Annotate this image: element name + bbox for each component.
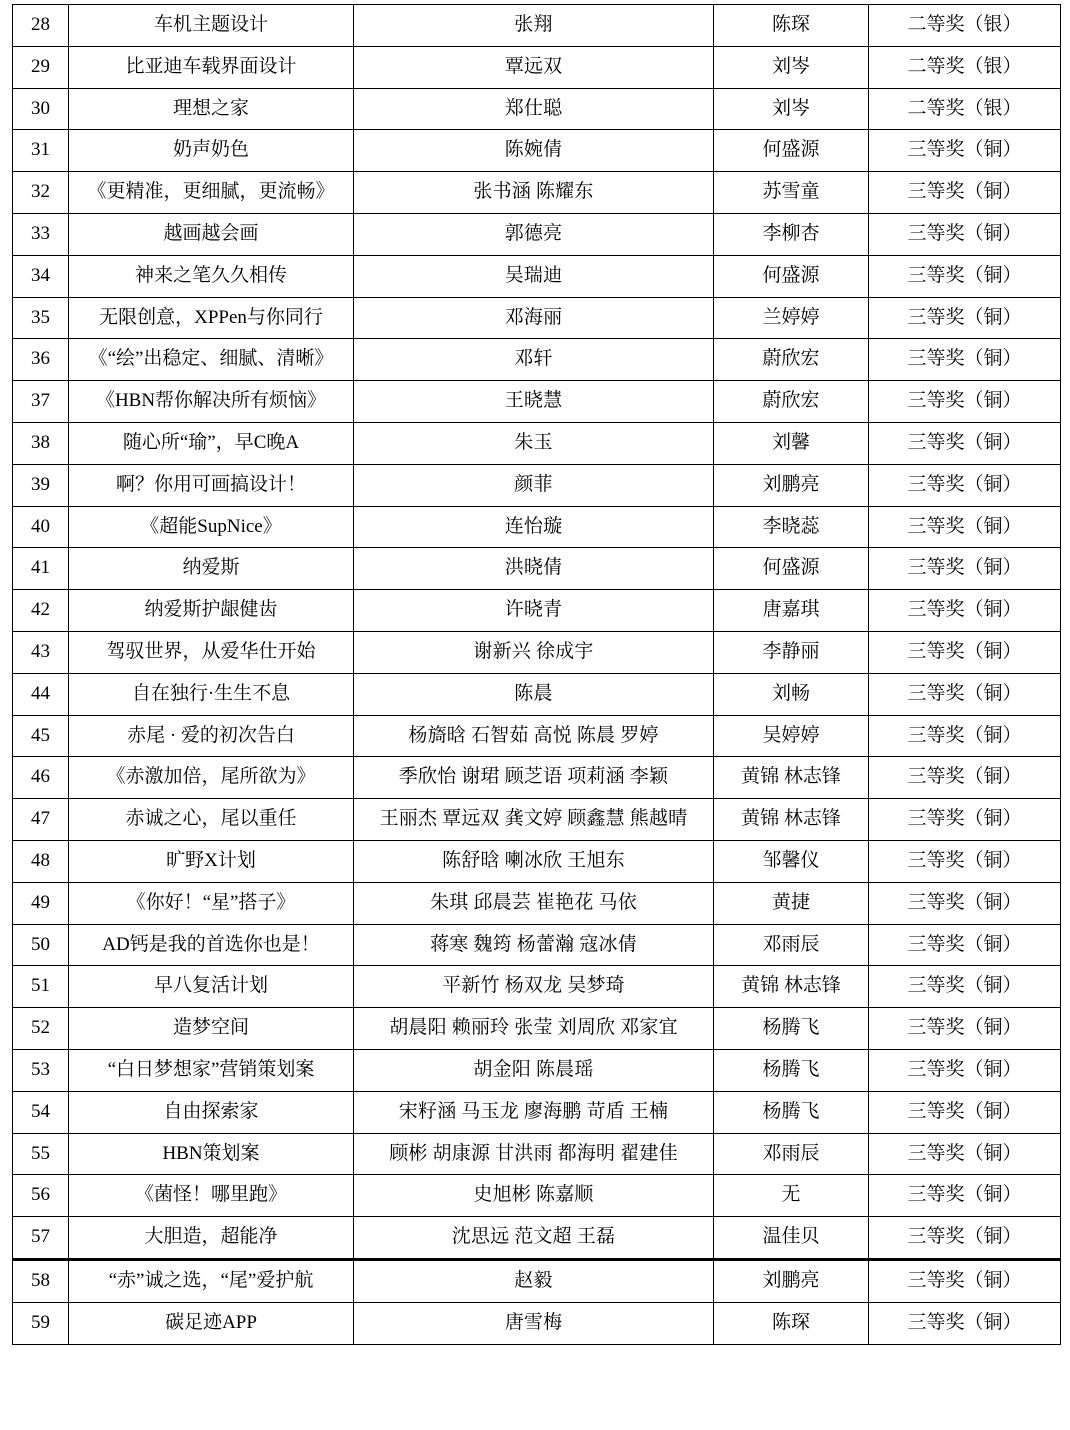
advisor-name: 杨腾飞 <box>714 1091 869 1133</box>
advisor-name: 温佳贝 <box>714 1217 869 1260</box>
author-names: 张翔 <box>354 5 714 47</box>
row-index: 50 <box>13 924 69 966</box>
row-index: 45 <box>13 715 69 757</box>
row-index: 51 <box>13 966 69 1008</box>
row-index: 55 <box>13 1133 69 1175</box>
row-index: 38 <box>13 422 69 464</box>
award-level: 二等奖（银） <box>869 5 1061 47</box>
work-title: 啊？你用可画搞设计！ <box>69 464 354 506</box>
advisor-name: 刘岑 <box>714 46 869 88</box>
advisor-name: 刘鹏亮 <box>714 464 869 506</box>
author-names: 邓轩 <box>354 339 714 381</box>
advisor-name: 刘岑 <box>714 88 869 130</box>
author-names: 胡晨阳 赖丽玲 张莹 刘周欣 邓家宜 <box>354 1008 714 1050</box>
table-row <box>13 631 1061 673</box>
author-names: 沈思远 范文超 王磊 <box>354 1217 714 1260</box>
author-names: 吴瑞迪 <box>354 255 714 297</box>
author-names: 王晓慧 <box>354 381 714 423</box>
advisor-name: 黄锦 林志锋 <box>714 757 869 799</box>
table-row <box>13 1008 1061 1050</box>
work-title: 自在独行·生生不息 <box>69 673 354 715</box>
author-names: 季欣怡 谢珺 顾芝语 项莉涵 李颖 <box>354 757 714 799</box>
table-row <box>13 673 1061 715</box>
author-names: 朱玉 <box>354 422 714 464</box>
work-title: AD钙是我的首选你也是！ <box>69 924 354 966</box>
advisor-name: 杨腾飞 <box>714 1049 869 1091</box>
table-row <box>13 1133 1061 1175</box>
author-names: 胡金阳 陈晨瑶 <box>354 1049 714 1091</box>
work-title: 纳爱斯护龈健齿 <box>69 590 354 632</box>
row-index: 37 <box>13 381 69 423</box>
award-level: 三等奖（铜） <box>869 213 1061 255</box>
award-level: 三等奖（铜） <box>869 255 1061 297</box>
row-index: 54 <box>13 1091 69 1133</box>
work-title: HBN策划案 <box>69 1133 354 1175</box>
work-title: “赤”诚之选，“尾”爱护航 <box>69 1259 354 1302</box>
work-title: 《赤激加倍，尾所欲为》 <box>69 757 354 799</box>
author-names: 陈婉倩 <box>354 130 714 172</box>
advisor-name: 黄捷 <box>714 882 869 924</box>
award-level: 三等奖（铜） <box>869 130 1061 172</box>
row-index: 49 <box>13 882 69 924</box>
table-row <box>13 255 1061 297</box>
author-names: 张书涵 陈耀东 <box>354 172 714 214</box>
award-level: 三等奖（铜） <box>869 590 1061 632</box>
table-row <box>13 464 1061 506</box>
row-index: 32 <box>13 172 69 214</box>
advisor-name: 刘畅 <box>714 673 869 715</box>
work-title: 《更精准，更细腻，更流畅》 <box>69 172 354 214</box>
award-level: 三等奖（铜） <box>869 1259 1061 1302</box>
award-level: 三等奖（铜） <box>869 882 1061 924</box>
advisor-name: 邹馨仪 <box>714 840 869 882</box>
row-index: 47 <box>13 799 69 841</box>
award-level: 二等奖（银） <box>869 46 1061 88</box>
award-level: 三等奖（铜） <box>869 673 1061 715</box>
author-names: 史旭彬 陈嘉顺 <box>354 1175 714 1217</box>
table-row <box>13 1091 1061 1133</box>
row-index: 34 <box>13 255 69 297</box>
work-title: 早八复活计划 <box>69 966 354 1008</box>
award-level: 三等奖（铜） <box>869 631 1061 673</box>
work-title: 自由探索家 <box>69 1091 354 1133</box>
row-index: 42 <box>13 590 69 632</box>
table-row <box>13 88 1061 130</box>
row-index: 44 <box>13 673 69 715</box>
table-row <box>13 548 1061 590</box>
award-level: 三等奖（铜） <box>869 297 1061 339</box>
author-names: 王丽杰 覃远双 龚文婷 顾鑫慧 熊越晴 <box>354 799 714 841</box>
award-level: 三等奖（铜） <box>869 1133 1061 1175</box>
advisor-name: 何盛源 <box>714 548 869 590</box>
award-level: 三等奖（铜） <box>869 381 1061 423</box>
table-row <box>13 882 1061 924</box>
row-index: 33 <box>13 213 69 255</box>
author-names: 陈晨 <box>354 673 714 715</box>
author-names: 洪晓倩 <box>354 548 714 590</box>
author-names: 谢新兴 徐成宇 <box>354 631 714 673</box>
table-row <box>13 422 1061 464</box>
row-index: 28 <box>13 5 69 47</box>
award-level: 三等奖（铜） <box>869 1091 1061 1133</box>
row-index: 56 <box>13 1175 69 1217</box>
table-row <box>13 1049 1061 1091</box>
advisor-name: 李晓蕊 <box>714 506 869 548</box>
author-names: 顾彬 胡康源 甘洪雨 都海明 翟建佳 <box>354 1133 714 1175</box>
author-names: 许晓青 <box>354 590 714 632</box>
row-index: 40 <box>13 506 69 548</box>
table-row <box>13 1302 1061 1344</box>
row-index: 30 <box>13 88 69 130</box>
table-row <box>13 46 1061 88</box>
table-row <box>13 1259 1061 1302</box>
table-row <box>13 715 1061 757</box>
table-row <box>13 1175 1061 1217</box>
advisor-name: 李柳杏 <box>714 213 869 255</box>
award-level: 三等奖（铜） <box>869 1008 1061 1050</box>
award-list-table <box>12 4 1061 1345</box>
author-names: 连怡璇 <box>354 506 714 548</box>
work-title: 《你好！“星”搭子》 <box>69 882 354 924</box>
advisor-name: 邓雨辰 <box>714 924 869 966</box>
row-index: 58 <box>13 1259 69 1302</box>
row-index: 59 <box>13 1302 69 1344</box>
award-level: 三等奖（铜） <box>869 506 1061 548</box>
table-row <box>13 297 1061 339</box>
author-names: 蒋寒 魏筠 杨蕾瀚 寇冰倩 <box>354 924 714 966</box>
award-level: 三等奖（铜） <box>869 1049 1061 1091</box>
table-row <box>13 130 1061 172</box>
row-index: 41 <box>13 548 69 590</box>
award-level: 三等奖（铜） <box>869 1175 1061 1217</box>
advisor-name: 兰婷婷 <box>714 297 869 339</box>
work-title: 《超能SupNice》 <box>69 506 354 548</box>
advisor-name: 蔚欣宏 <box>714 381 869 423</box>
work-title: 理想之家 <box>69 88 354 130</box>
advisor-name: 李静丽 <box>714 631 869 673</box>
award-level: 三等奖（铜） <box>869 924 1061 966</box>
award-level: 三等奖（铜） <box>869 966 1061 1008</box>
table-row <box>13 840 1061 882</box>
table-row <box>13 966 1061 1008</box>
author-names: 邓海丽 <box>354 297 714 339</box>
table-row <box>13 757 1061 799</box>
author-names: 杨旖晗 石智茹 高悦 陈晨 罗婷 <box>354 715 714 757</box>
work-title: 越画越会画 <box>69 213 354 255</box>
author-names: 颜菲 <box>354 464 714 506</box>
table-row <box>13 381 1061 423</box>
row-index: 53 <box>13 1049 69 1091</box>
author-names: 平新竹 杨双龙 吴梦琦 <box>354 966 714 1008</box>
advisor-name: 何盛源 <box>714 130 869 172</box>
author-names: 朱琪 邱晨芸 崔艳花 马依 <box>354 882 714 924</box>
advisor-name: 刘鹏亮 <box>714 1259 869 1302</box>
table-row <box>13 924 1061 966</box>
table-row <box>13 590 1061 632</box>
award-level: 三等奖（铜） <box>869 339 1061 381</box>
row-index: 39 <box>13 464 69 506</box>
work-title: 《HBN帮你解决所有烦恼》 <box>69 381 354 423</box>
work-title: 《“绘”出稳定、细腻、清晰》 <box>69 339 354 381</box>
advisor-name: 陈琛 <box>714 5 869 47</box>
table-row <box>13 213 1061 255</box>
award-level: 三等奖（铜） <box>869 799 1061 841</box>
work-title: 驾驭世界，从爱华仕开始 <box>69 631 354 673</box>
row-index: 29 <box>13 46 69 88</box>
author-names: 郭德亮 <box>354 213 714 255</box>
advisor-name: 蔚欣宏 <box>714 339 869 381</box>
work-title: 纳爱斯 <box>69 548 354 590</box>
row-index: 36 <box>13 339 69 381</box>
advisor-name: 黄锦 林志锋 <box>714 799 869 841</box>
work-title: 旷野X计划 <box>69 840 354 882</box>
table-row <box>13 339 1061 381</box>
advisor-name: 黄锦 林志锋 <box>714 966 869 1008</box>
award-level: 三等奖（铜） <box>869 715 1061 757</box>
award-level: 三等奖（铜） <box>869 1302 1061 1344</box>
work-title: 神来之笔久久相传 <box>69 255 354 297</box>
work-title: 奶声奶色 <box>69 130 354 172</box>
work-title: “白日梦想家”营销策划案 <box>69 1049 354 1091</box>
row-index: 52 <box>13 1008 69 1050</box>
author-names: 赵毅 <box>354 1259 714 1302</box>
work-title: 《菌怪！哪里跑》 <box>69 1175 354 1217</box>
author-names: 陈舒晗 喇冰欣 王旭东 <box>354 840 714 882</box>
work-title: 随心所“瑜”，早C晚A <box>69 422 354 464</box>
author-names: 覃远双 <box>354 46 714 88</box>
row-index: 31 <box>13 130 69 172</box>
award-level: 三等奖（铜） <box>869 172 1061 214</box>
table-row <box>13 172 1061 214</box>
award-level: 三等奖（铜） <box>869 757 1061 799</box>
row-index: 57 <box>13 1217 69 1260</box>
work-title: 比亚迪车载界面设计 <box>69 46 354 88</box>
work-title: 无限创意，XPPen与你同行 <box>69 297 354 339</box>
work-title: 赤尾 · 爱的初次告白 <box>69 715 354 757</box>
award-level: 三等奖（铜） <box>869 548 1061 590</box>
advisor-name: 苏雪童 <box>714 172 869 214</box>
advisor-name: 陈琛 <box>714 1302 869 1344</box>
row-index: 48 <box>13 840 69 882</box>
work-title: 赤诚之心，尾以重任 <box>69 799 354 841</box>
advisor-name: 何盛源 <box>714 255 869 297</box>
table-row <box>13 1217 1061 1260</box>
table-row <box>13 506 1061 548</box>
work-title: 车机主题设计 <box>69 5 354 47</box>
row-index: 35 <box>13 297 69 339</box>
award-level: 三等奖（铜） <box>869 464 1061 506</box>
advisor-name: 吴婷婷 <box>714 715 869 757</box>
advisor-name: 邓雨辰 <box>714 1133 869 1175</box>
advisor-name: 唐嘉琪 <box>714 590 869 632</box>
table-row <box>13 5 1061 47</box>
advisor-name: 无 <box>714 1175 869 1217</box>
author-names: 宋籽涵 马玉龙 廖海鹏 苛盾 王楠 <box>354 1091 714 1133</box>
advisor-name: 刘馨 <box>714 422 869 464</box>
row-index: 43 <box>13 631 69 673</box>
award-level: 三等奖（铜） <box>869 840 1061 882</box>
work-title: 碳足迹APP <box>69 1302 354 1344</box>
table-body <box>13 5 1061 1345</box>
table-row <box>13 799 1061 841</box>
work-title: 大胆造，超能净 <box>69 1217 354 1260</box>
author-names: 郑仕聪 <box>354 88 714 130</box>
award-level: 三等奖（铜） <box>869 422 1061 464</box>
award-level: 二等奖（银） <box>869 88 1061 130</box>
work-title: 造梦空间 <box>69 1008 354 1050</box>
author-names: 唐雪梅 <box>354 1302 714 1344</box>
row-index: 46 <box>13 757 69 799</box>
award-level: 三等奖（铜） <box>869 1217 1061 1260</box>
advisor-name: 杨腾飞 <box>714 1008 869 1050</box>
